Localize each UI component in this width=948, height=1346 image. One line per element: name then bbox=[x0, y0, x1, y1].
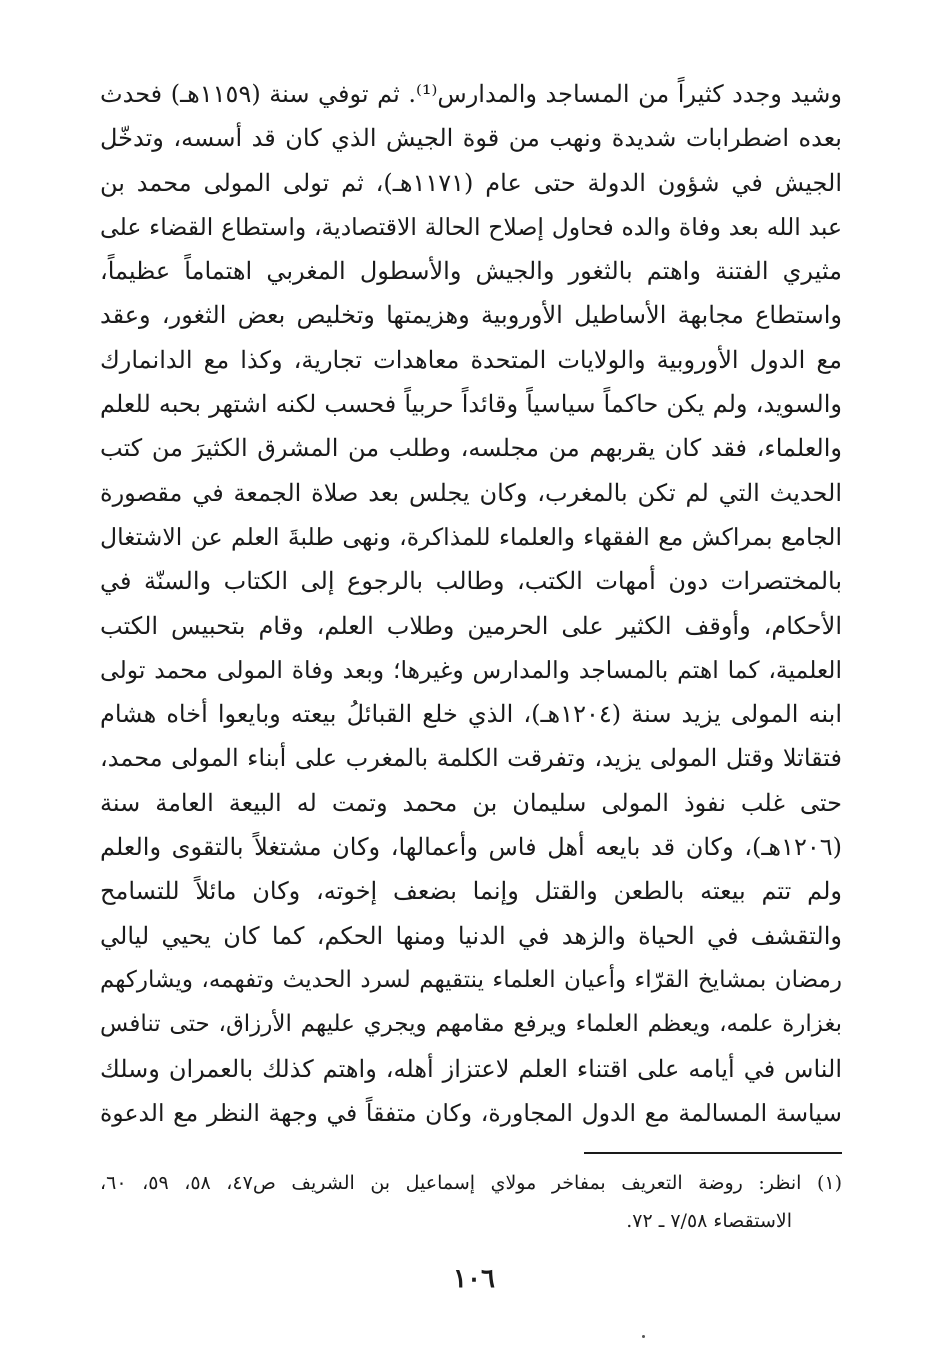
text-line: بغزارة علمه، ويعظم العلماء ويرفع مقامهم ويجري عليهم الأرزاق، حتى تنافس bbox=[100, 1011, 842, 1038]
text-line: حتى غلب نفوذ المولى سليمان بن محمد وتمت له البيعة العامة سنة bbox=[100, 788, 842, 817]
footnote-line: (١) انظر: روضة التعريف بمفاخر مولاي إسماعيل بن الشريف ص٤٧، ٥٨، ٥٩، ٦٠، bbox=[100, 1172, 843, 1194]
scan-speck bbox=[642, 1335, 645, 1338]
text-line: الجيش في شؤون الدولة حتى عام (١١٧١هـ)، ثم تولى المولى محمد بن bbox=[100, 168, 842, 197]
footnotes-block bbox=[100, 1164, 842, 1240]
main-text-block bbox=[100, 72, 842, 1135]
text-line: فتقاتلا وقتل المولى يزيد، وتفرقت الكلمة بالمغرب على أبناء المولى محمد، bbox=[100, 744, 842, 773]
text-line: مثيري الفتنة واهتم بالثغور والجيش والأسطول المغربي اهتماماً عظيماً، bbox=[100, 257, 842, 286]
page-number: ١٠٦ bbox=[453, 1264, 495, 1294]
text-line: والعلماء، فقد كان يقربهم من مجلسه، وطلب من المشرق الكثيرَ من كتب bbox=[100, 434, 842, 463]
text-line: وشيد وجدد كثيراً من المساجد والمدارس⁽¹⁾. ثم توفي سنة (١١٥٩هـ) فحدث bbox=[100, 80, 842, 108]
text-line: الأحكام، وأوقف الكثير على الحرمين وطلاب العلم، وقام بتحبيس الكتب bbox=[100, 611, 842, 640]
text-line: رمضان بمشايخ القرّاء وأعيان العلماء ينتقيهم لسرد الحديث وتفهمه، ويشاركهم bbox=[100, 966, 842, 993]
text-line: الحديث التي لم تكن بالمغرب، وكان يجلس بعد صلاة الجمعة في مقصورة bbox=[100, 478, 842, 507]
text-line: بعده اضطرابات شديدة ونهب من قوة الجيش الذي كان قد أسسه، وتدخّل bbox=[100, 124, 842, 153]
text-line: (١٢٠٦هـ)، وكان قد بايعه أهل فاس وأعمالها، وكان مشتغلاً بالتقوى والعلم bbox=[100, 833, 842, 862]
text-line: والتقشف في الحياة والزهد في الدنيا ومنها الحكم، كما كان يحيي ليالي bbox=[100, 921, 842, 950]
text-line: والسويد، ولم يكن حاكماً سياسياً وقائداً حربياً فحسب لكنه اشتهر بحبه للعلم bbox=[100, 390, 842, 419]
text-line: الناس في أيامه على اقتناء العلم لاعتزاز أهله، واهتم كذلك بالعمران وسلك bbox=[100, 1054, 842, 1083]
text-line: بالمختصرات دون أمهات الكتب، وطالب بالرجوع إلى الكتاب والسنّة في bbox=[100, 567, 842, 596]
text-line: العلمية، كما اهتم بالمساجد والمدارس وغيرها؛ وبعد وفاة المولى محمد تولى bbox=[100, 655, 842, 684]
text-line: واستطاع مجابهة الأساطيل الأوروبية وهزيمتها وتخليص بعض الثغور، وعقد bbox=[100, 301, 842, 330]
footnote-separator bbox=[584, 1152, 842, 1154]
text-line: الجامع بمراكش مع الفقهاء والعلماء للمذاكرة، ونهى طلبةَ العلم عن الاشتغال bbox=[100, 522, 842, 551]
text-line: ابنه المولى يزيد سنة (١٢٠٤هـ)، الذي خلع القبائلُ بيعته وبايعوا أخاه هشام bbox=[100, 700, 842, 729]
footnote-line: الاستقصاء ٧/٥٨ ـ ٧٢. bbox=[626, 1210, 792, 1232]
text-line: سياسة المسالمة مع الدول المجاورة، وكان متفقاً في وجهة النظر مع الدعوة bbox=[100, 1098, 842, 1127]
text-line: ولم تتم بيعته بالطعن والقتل وإنما بضعف إخوته، وكان مائلاً للتسامح bbox=[100, 877, 842, 906]
text-line: عبد الله بعد وفاة والده فحاول إصلاح الحالة الاقتصادية، واستطاع القضاء على bbox=[100, 212, 842, 241]
text-line: مع الدول الأوروبية والولايات المتحدة معاهدات تجارية، وكذا مع الدانمارك bbox=[100, 345, 842, 374]
